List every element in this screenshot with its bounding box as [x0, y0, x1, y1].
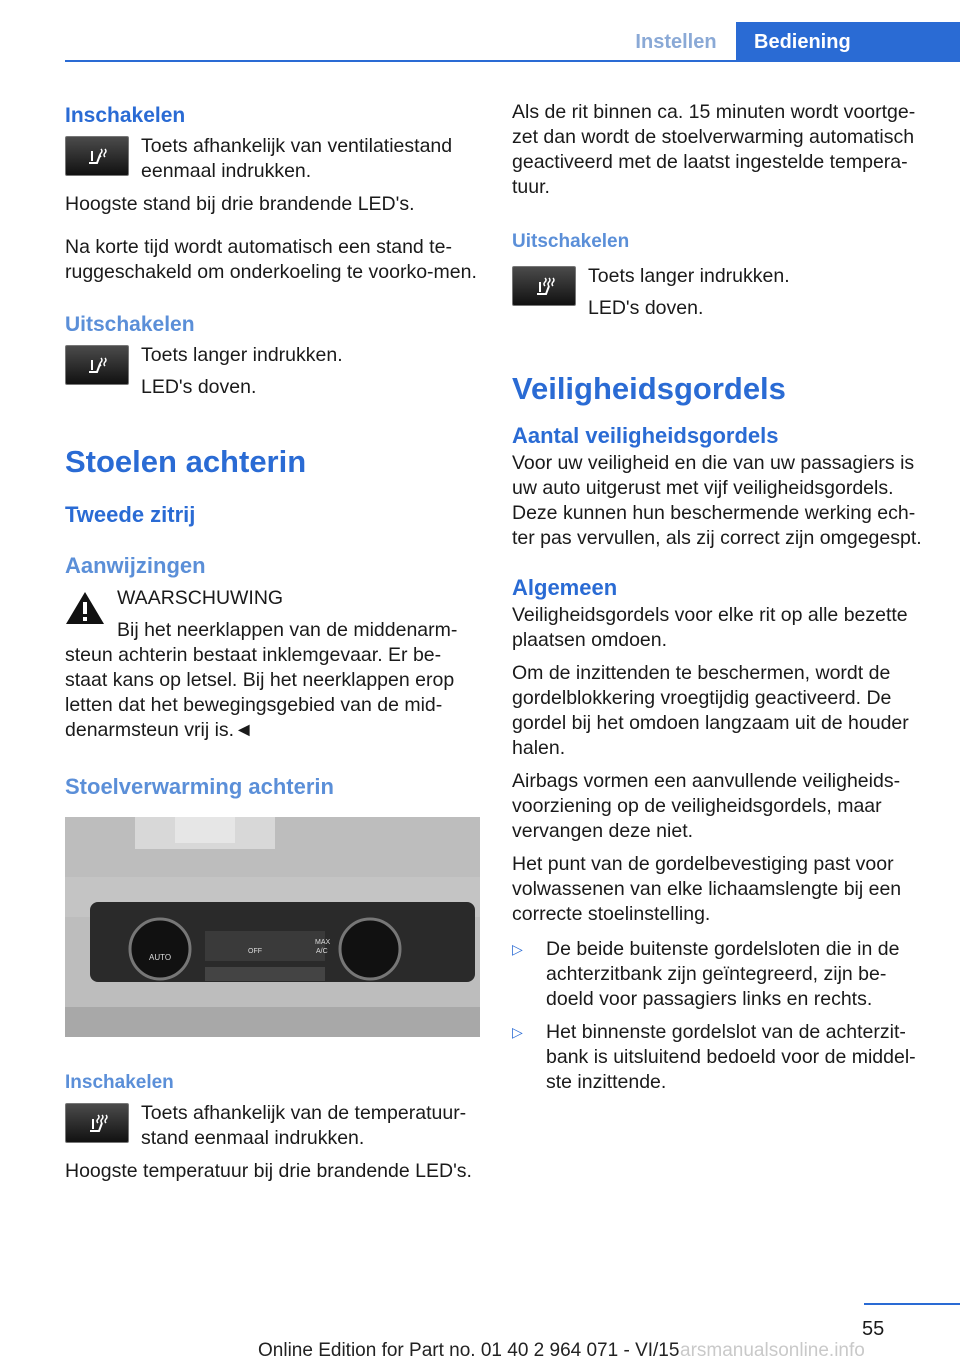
bullet-triangle-icon: ▷: [512, 1024, 523, 1040]
header-divider: [65, 60, 960, 62]
list-item-text: Het binnenste gordelslot van de achterzit-bank is uitsluitend bedoeld voor de middel-ste inzittende.: [546, 1021, 916, 1093]
panel-max-label: MAX: [315, 939, 331, 946]
warning-block: [65, 586, 483, 643]
panel-auto-label: AUTO: [149, 953, 172, 962]
na-korte-tijd-text: Na korte tijd wordt automatisch een stand te-ruggeschakeld om onderkoeling te voorko-men.: [65, 236, 477, 283]
ventilation-button-row: [65, 134, 483, 184]
climate-panel-photo: [65, 817, 480, 1037]
seat-heating-off-row: [512, 264, 932, 321]
seat-ventilation-icon: [65, 345, 129, 385]
heading-tweede-zitrij: Tweede zitrij: [65, 502, 196, 527]
left-column: [65, 100, 483, 1184]
panel-ac-label: A/C: [316, 948, 328, 955]
page-number: 55: [862, 1318, 885, 1340]
tab-instellen[interactable]: Instellen: [635, 30, 717, 53]
hoogste-temp-text: Hoogste temperatuur bij drie brandende LED's.: [65, 1160, 472, 1182]
als-de-rit-text: Als de rit binnen ca. 15 minuten wordt voortge-zet dan wordt de stoelverwarming automatisch geactiveerd met de laatst ingestelde tempera-tuur.: [512, 101, 916, 198]
uitschakelen-text-2: LED's doven.: [141, 376, 257, 398]
algemeen-p1: Veiligheidsgordels voor elke rit op alle bezette plaatsen omdoen.: [512, 604, 908, 651]
heading-stoelverwarming: Stoelverwarming achterin: [65, 774, 334, 799]
heading-inschakelen: Inschakelen: [65, 104, 186, 127]
watermark: arsmanualsonline.info: [680, 1340, 865, 1361]
right-column: [512, 100, 932, 1103]
algemeen-p2: Om de inzittenden te beschermen, wordt de gordelblokkering vroegtijdig geactiveerd. De gordel bij het omdoen langzaam uit de houder halen.: [512, 662, 909, 759]
heading-inschakelen-2: Inschakelen: [65, 1072, 174, 1093]
page-header: [0, 0, 960, 62]
edition-footer: Online Edition for Part no. 01 40 2 964 071 - VI/15: [258, 1340, 680, 1361]
uitschakelen-2-text-2: LED's doven.: [588, 297, 704, 319]
heading-uitschakelen-2: Uitschakelen: [512, 231, 630, 252]
algemeen-p3: Airbags vormen een aanvullende veiligheids-voorziening op de veiligheidsgordels, maar vervangen deze niet.: [512, 770, 901, 842]
seat-heating-button-row: [65, 1101, 483, 1151]
uitschakelen-text-1: Toets langer indrukken.: [141, 344, 343, 366]
heading-aanwijzingen: Aanwijzingen: [65, 553, 206, 578]
algemeen-p4: Het punt van de gordelbevestiging past voor volwassenen van elke lichaamslengte bij een correcte stoelinstelling.: [512, 853, 902, 925]
bullet-triangle-icon: ▷: [512, 941, 523, 957]
hoogste-stand-text: Hoogste stand bij drie brandende LED's.: [65, 193, 415, 215]
heading-veiligheidsgordels: Veiligheidsgordels: [512, 371, 786, 406]
heading-algemeen: Algemeen: [512, 575, 618, 600]
heading-uitschakelen: Uitschakelen: [65, 313, 195, 336]
footer-divider: [864, 1303, 960, 1305]
seatbelt-list: [512, 937, 932, 1095]
warning-icon: [65, 590, 105, 626]
list-item: [512, 1020, 932, 1095]
inschakelen-2-text: Toets afhankelijk van de temperatuur-stand eenmaal indrukken.: [141, 1102, 467, 1149]
heading-stoelen-achterin: Stoelen achterin: [65, 444, 307, 479]
aantal-text: Voor uw veiligheid en die van uw passagiers is uw auto uitgerust met vijf veiligheidsgordels. Deze kunnen hun beschermende werking ech-ter pas vervullen, als zij correct zijn omgegespt.: [512, 452, 922, 549]
warning-text-first: Bij het neerklappen van de middenarm-: [117, 619, 458, 641]
list-item: [512, 937, 932, 1012]
panel-off-label: OFF: [248, 948, 262, 955]
seat-heating-icon: [65, 1103, 129, 1143]
list-item-text: De beide buitenste gordelsloten die in de achterzitbank zijn geïntegreerd, zijn be-doeld voor passagiers links en rechts.: [546, 938, 900, 1010]
warning-label: WAARSCHUWING: [117, 587, 284, 609]
tab-bediening[interactable]: Bediening: [736, 22, 960, 62]
seat-heating-icon: [512, 266, 576, 306]
heading-aantal: Aantal veiligheidsgordels: [512, 423, 779, 448]
seat-ventilation-icon: [65, 136, 129, 176]
uitschakelen-2-text-1: Toets langer indrukken.: [588, 265, 790, 287]
ventilation-off-row: [65, 343, 483, 400]
inschakelen-text: Toets afhankelijk van ventilatiestand eenmaal indrukken.: [141, 135, 453, 182]
warning-text-rest: steun achterin bestaat inklemgevaar. Er be-staat kans op letsel. Bij het neerklappen erop letten dat het bewegingsgebied van de mid-denarmsteun vrij is.◄: [65, 644, 455, 741]
